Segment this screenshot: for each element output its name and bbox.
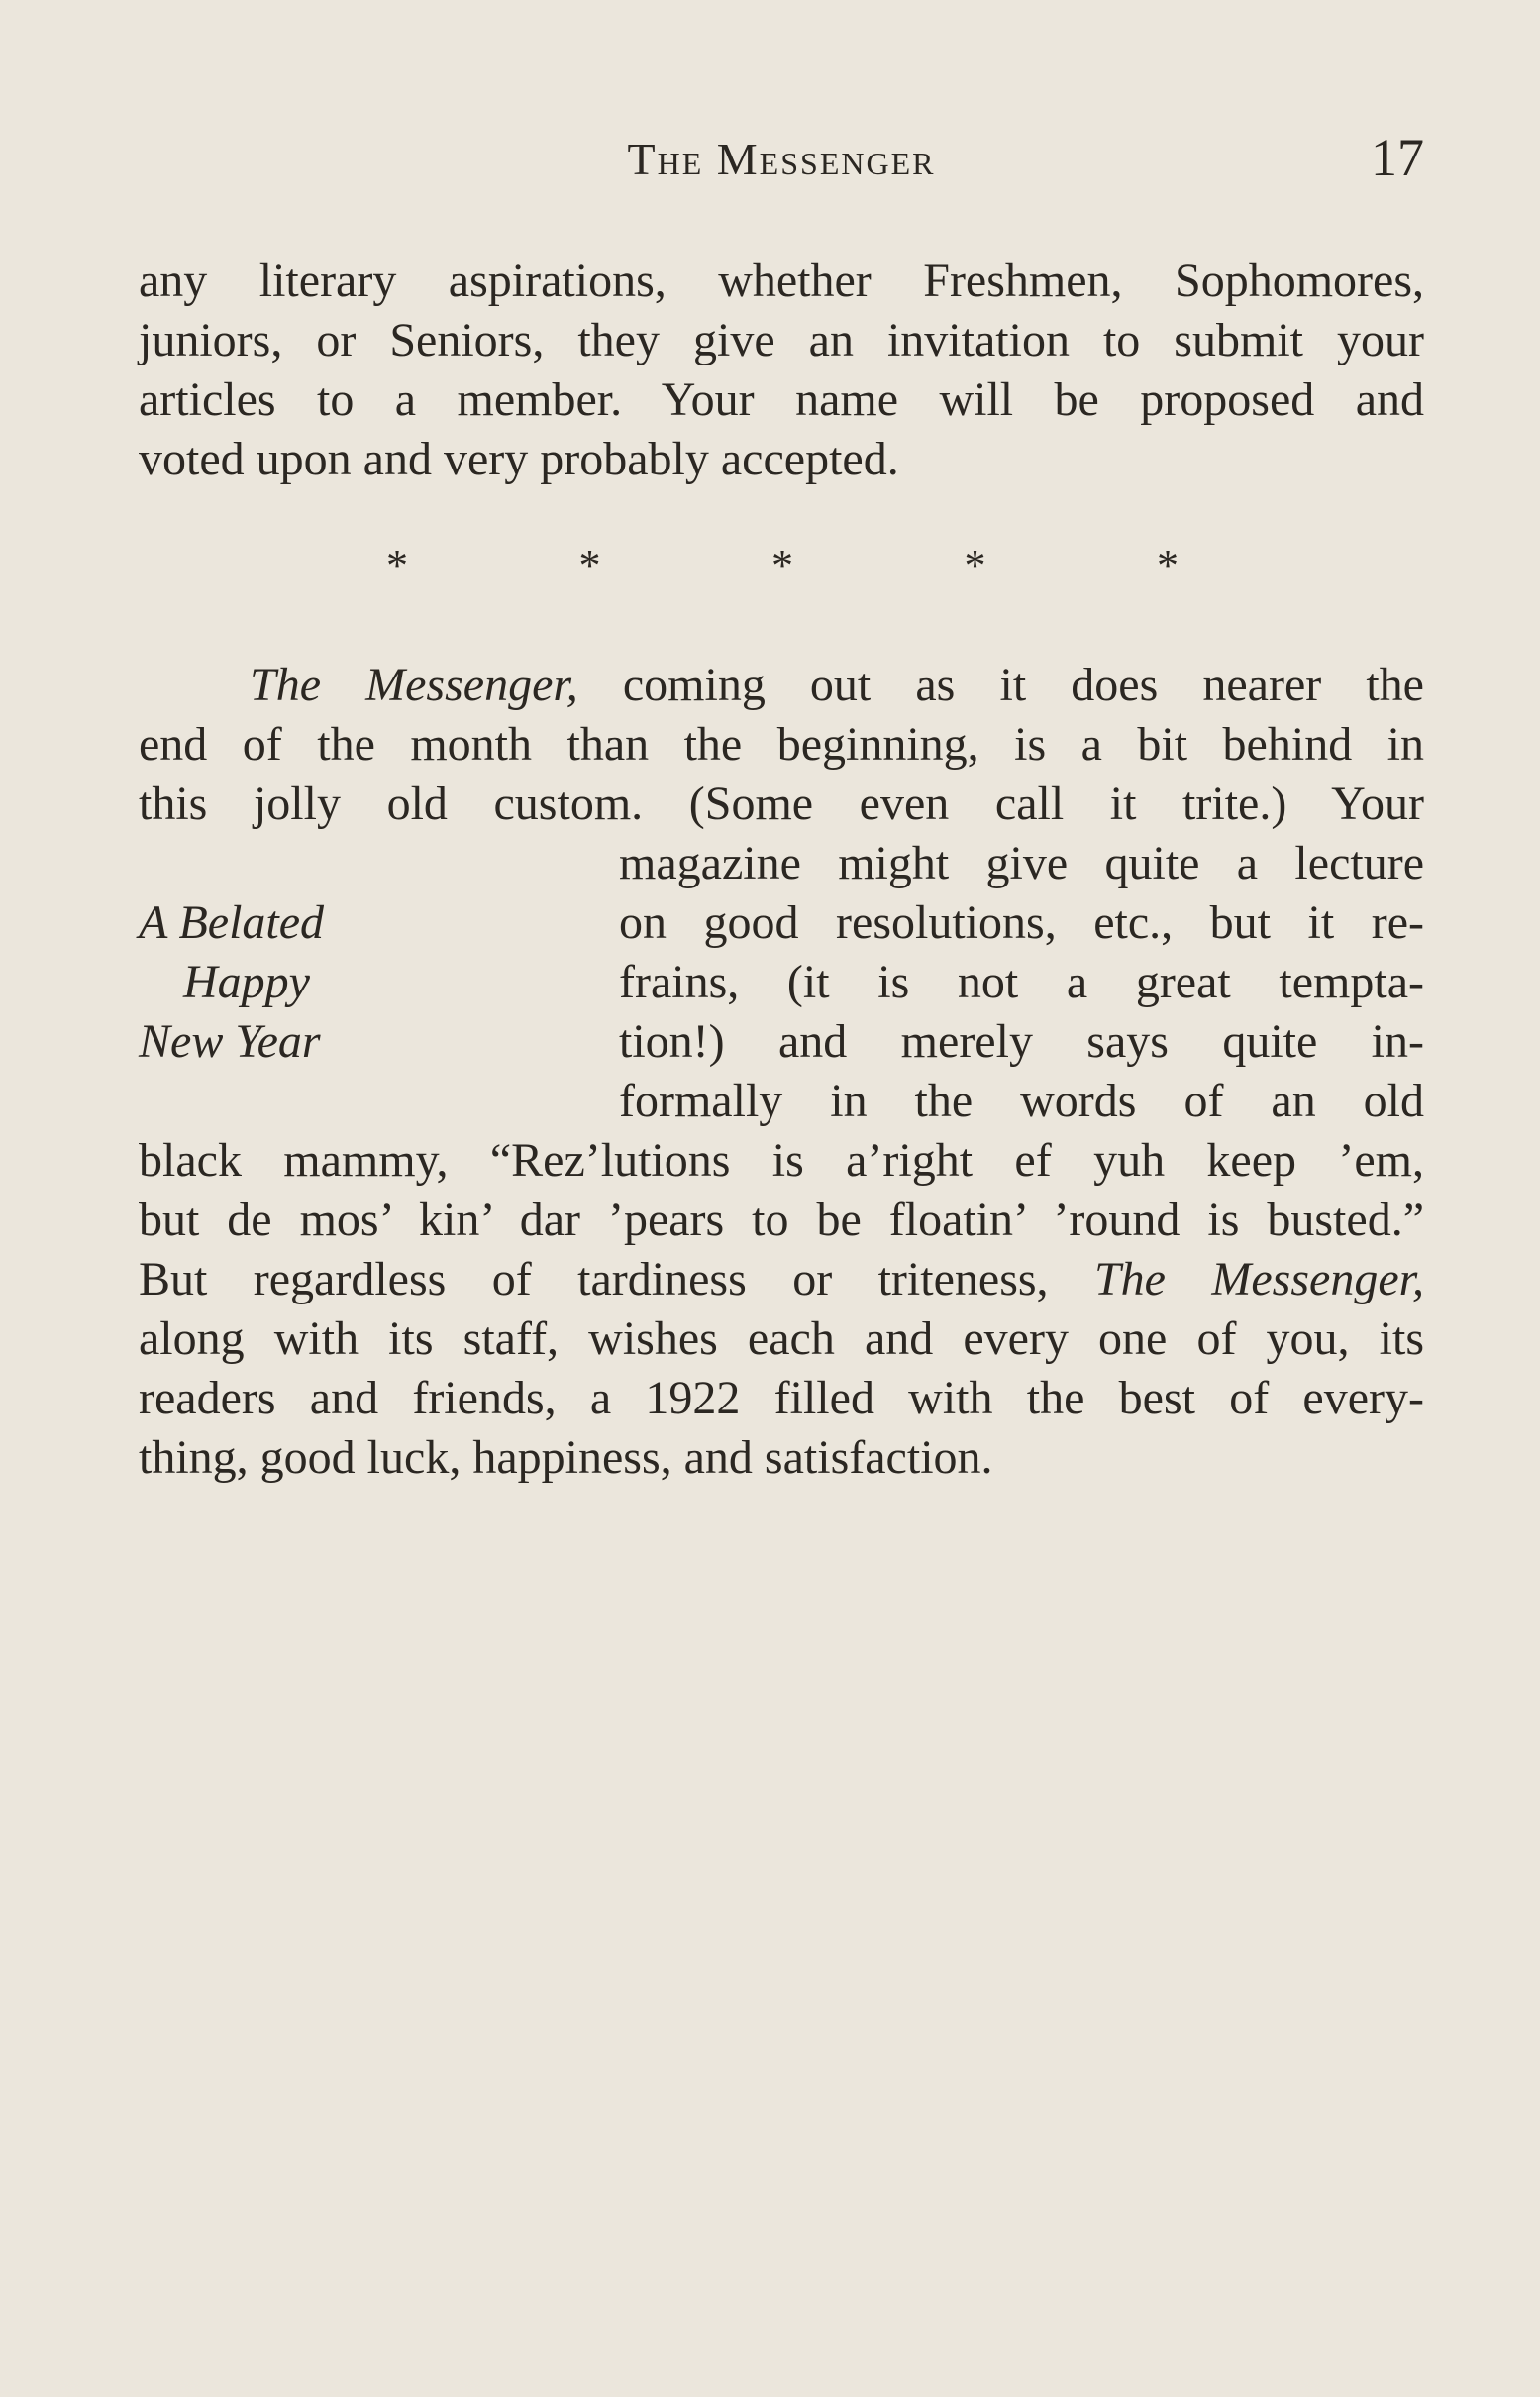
paragraph-continued [139,252,1424,489]
new-year-paragraph [139,656,1424,1488]
asterisk: * [386,541,408,589]
text-line: articles to a member. Your name will be proposed and [139,373,1424,426]
text-fragment: But regardless of tardiness or triteness, [139,1253,1094,1305]
asterisk: * [1157,541,1179,589]
text-line: juniors, or Seniors, they give an invitation to submit your [139,314,1424,366]
text-fragment: coming out as it does nearer the [577,659,1424,711]
text-line: frains, (it is not a great tempta- [619,956,1424,1008]
text-line: end of the month than the beginning, is a bit behind in [139,718,1424,771]
sidenote-blank [139,834,619,893]
sidenote-line: New Year [139,1015,321,1068]
text-line: any literary aspirations, whether Freshmen, Sophomores, [139,255,1424,307]
text-line [139,656,1424,715]
asterisk: * [578,541,601,589]
text-line: thing, good luck, happiness, and satisfaction. [139,1431,993,1484]
section-separator [386,540,1179,589]
magazine-title: The Messenger, [1093,1253,1424,1305]
text-line: tion!) and merely says quite in- [619,1015,1424,1068]
sidenote-row [139,1072,1424,1131]
text-line: voted upon and very probably accepted. [139,433,899,485]
text-line: but de mos’ kin’ dar ’pears to be floatin’ ’round is busted.” [139,1194,1424,1246]
running-title: The Messenger [627,134,936,184]
sidenote-line: A Belated [139,896,325,949]
text-line: readers and friends, a 1922 filled with the best of every- [139,1372,1424,1424]
text-line: black mammy, “Rez’lutions is a’right ef yuh keep ’em, [139,1134,1424,1187]
magazine-title: The Messenger, [250,659,578,711]
page-number: 17 [1371,128,1424,187]
text-line: this jolly old custom. (Some even call it trite.) Your [139,778,1424,830]
text-line: along with its staff, wishes each and every one of you, its [139,1312,1424,1365]
text-line [139,1250,1424,1309]
asterisk: * [964,541,986,589]
asterisk: * [771,541,793,589]
sidenote-row [139,1012,1424,1072]
sidenote-line: Happy [183,956,310,1008]
text-line: magazine might give quite a lecture [619,837,1424,889]
sidenote-blank [139,1072,619,1131]
running-head [139,127,1424,196]
sidenote-row [139,953,1424,1012]
text-line: on good resolutions, etc., but it re- [619,896,1424,949]
sidenote-row [139,834,1424,893]
text-line: formally in the words of an old [619,1075,1424,1127]
sidenote-row [139,893,1424,953]
